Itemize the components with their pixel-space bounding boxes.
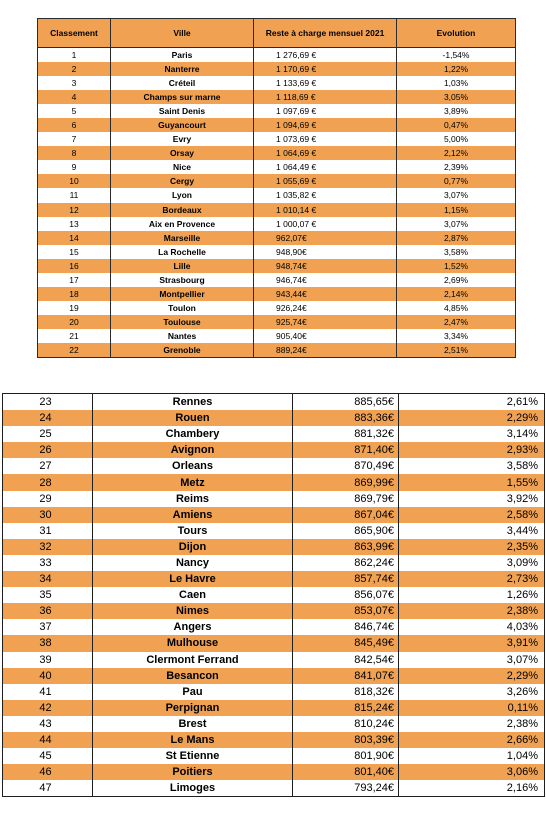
rank-cell: 46 [3,764,93,780]
cost-cell: 856,07€ [293,587,399,603]
rank-cell: 1 [38,48,111,63]
evolution-cell: 1,55% [399,474,545,490]
evolution-cell: 2,39% [397,160,516,174]
table-row [3,668,545,684]
table-row [3,539,545,555]
city-cell: Cergy [111,174,254,188]
table-row [38,203,516,217]
cost-cell: 818,32€ [293,684,399,700]
evolution-cell: 1,03% [397,76,516,90]
city-cell: Créteil [111,76,254,90]
cost-cell: 883,36€ [293,410,399,426]
header-city: Ville [111,19,254,48]
table-row [38,315,516,329]
evolution-cell: 0,77% [397,174,516,188]
rank-cell: 22 [38,343,111,358]
city-cell: Dijon [93,539,293,555]
rank-cell: 29 [3,491,93,507]
cost-cell: 885,65€ [293,394,399,411]
city-cell: Caen [93,587,293,603]
evolution-cell: 0,47% [397,118,516,132]
evolution-cell: 2,14% [397,287,516,301]
rank-cell: 25 [3,426,93,442]
evolution-cell: 1,04% [399,748,545,764]
rank-cell: 23 [3,394,93,411]
cost-cell: 853,07€ [293,603,399,619]
evolution-cell: 4,03% [399,619,545,635]
cost-cell: 1 133,69 € [254,76,397,90]
city-cell: Marseille [111,231,254,245]
rank-cell: 30 [3,507,93,523]
cost-cell: 815,24€ [293,700,399,716]
cost-cell: 869,99€ [293,474,399,490]
table-row [3,442,545,458]
evolution-cell: 2,87% [397,231,516,245]
table-row [38,104,516,118]
table-row [38,62,516,76]
rank-cell: 27 [3,458,93,474]
rank-cell: 3 [38,76,111,90]
cost-cell: 889,24€ [254,343,397,358]
ranking-table-bottom [2,393,545,797]
evolution-cell: 3,14% [399,426,545,442]
city-cell: Montpellier [111,287,254,301]
city-cell: Nancy [93,555,293,571]
table-row [38,188,516,202]
table-row [38,287,516,301]
table-row [3,619,545,635]
rank-cell: 37 [3,619,93,635]
table-row [3,652,545,668]
city-cell: Reims [93,491,293,507]
city-cell: Nantes [111,329,254,343]
rank-cell: 13 [38,217,111,231]
evolution-cell: 2,47% [397,315,516,329]
table-row [3,732,545,748]
city-cell: Rouen [93,410,293,426]
rank-cell: 47 [3,780,93,797]
table-row [38,76,516,90]
city-cell: Strasbourg [111,273,254,287]
ranking-table-top [37,18,516,358]
table-row [38,118,516,132]
rank-cell: 39 [3,652,93,668]
rank-cell: 4 [38,90,111,104]
cost-cell: 1 118,69 € [254,90,397,104]
cost-cell: 1 055,69 € [254,174,397,188]
city-cell: Tours [93,523,293,539]
city-cell: Besancon [93,668,293,684]
table-row [3,410,545,426]
evolution-cell: 2,35% [399,539,545,555]
table-row [3,474,545,490]
rank-cell: 10 [38,174,111,188]
ranking-table-bottom-body [3,394,545,797]
city-cell: Brest [93,716,293,732]
city-cell: Avignon [93,442,293,458]
cost-cell: 865,90€ [293,523,399,539]
table-row [38,245,516,259]
city-cell: Champs sur marne [111,90,254,104]
rank-cell: 15 [38,245,111,259]
city-cell: Clermont Ferrand [93,652,293,668]
rank-cell: 26 [3,442,93,458]
rank-cell: 18 [38,287,111,301]
evolution-cell: 2,16% [399,780,545,797]
city-cell: Guyancourt [111,118,254,132]
table-row [3,635,545,651]
rank-cell: 11 [38,188,111,202]
table-row [38,231,516,245]
table-row [3,523,545,539]
table-header-row [38,19,516,48]
city-cell: Orleans [93,458,293,474]
city-cell: Le Havre [93,571,293,587]
city-cell: Pau [93,684,293,700]
cost-cell: 1 010,14 € [254,203,397,217]
city-cell: Grenoble [111,343,254,358]
city-cell: Evry [111,132,254,146]
table-row [3,780,545,797]
rank-cell: 28 [3,474,93,490]
evolution-cell: 3,58% [399,458,545,474]
evolution-cell: 2,38% [399,603,545,619]
evolution-cell: 3,07% [397,217,516,231]
table-row [38,48,516,63]
cost-cell: 869,79€ [293,491,399,507]
table-row [3,394,545,411]
table-row [3,764,545,780]
city-cell: Aix en Provence [111,217,254,231]
rank-cell: 17 [38,273,111,287]
evolution-cell: 2,29% [399,668,545,684]
rank-cell: 20 [38,315,111,329]
cost-cell: 793,24€ [293,780,399,797]
cost-cell: 1 170,69 € [254,62,397,76]
table-row [3,555,545,571]
evolution-cell: 3,06% [399,764,545,780]
table-row [38,217,516,231]
evolution-cell: 2,38% [399,716,545,732]
table-row [38,174,516,188]
evolution-cell: 3,89% [397,104,516,118]
table-row [38,343,516,358]
table-row [3,700,545,716]
evolution-cell: 3,26% [399,684,545,700]
rank-cell: 33 [3,555,93,571]
evolution-cell: 3,05% [397,90,516,104]
cost-cell: 810,24€ [293,716,399,732]
cost-cell: 863,99€ [293,539,399,555]
cost-cell: 846,74€ [293,619,399,635]
table-row [3,426,545,442]
evolution-cell: 2,29% [399,410,545,426]
city-cell: Lille [111,259,254,273]
evolution-cell: 3,09% [399,555,545,571]
rank-cell: 16 [38,259,111,273]
table-row [38,273,516,287]
rank-cell: 40 [3,668,93,684]
evolution-cell: 3,58% [397,245,516,259]
rank-cell: 42 [3,700,93,716]
city-cell: Orsay [111,146,254,160]
evolution-cell: 4,85% [397,301,516,315]
city-cell: Metz [93,474,293,490]
cost-cell: 801,40€ [293,764,399,780]
cost-cell: 867,04€ [293,507,399,523]
table-row [3,571,545,587]
evolution-cell: 1,26% [399,587,545,603]
evolution-cell: 2,69% [397,273,516,287]
table-row [3,491,545,507]
city-cell: Bordeaux [111,203,254,217]
cost-cell: 862,24€ [293,555,399,571]
cost-cell: 905,40€ [254,329,397,343]
table-row [3,458,545,474]
rank-cell: 36 [3,603,93,619]
table-row [38,146,516,160]
evolution-cell: 0,11% [399,700,545,716]
rank-cell: 2 [38,62,111,76]
evolution-cell: 1,52% [397,259,516,273]
city-cell: Mulhouse [93,635,293,651]
city-cell: Nanterre [111,62,254,76]
evolution-cell: -1,54% [397,48,516,63]
table-row [38,301,516,315]
rank-cell: 24 [3,410,93,426]
cost-cell: 871,40€ [293,442,399,458]
table-row [38,132,516,146]
cost-cell: 1 276,69 € [254,48,397,63]
city-cell: Angers [93,619,293,635]
table-row [3,716,545,732]
city-cell: Nimes [93,603,293,619]
rank-cell: 8 [38,146,111,160]
evolution-cell: 2,58% [399,507,545,523]
cost-cell: 857,74€ [293,571,399,587]
city-cell: Lyon [111,188,254,202]
rank-cell: 5 [38,104,111,118]
header-evolution: Evolution [397,19,516,48]
cost-cell: 870,49€ [293,458,399,474]
cost-cell: 841,07€ [293,668,399,684]
cost-cell: 1 035,82 € [254,188,397,202]
cost-cell: 948,90€ [254,245,397,259]
rank-cell: 38 [3,635,93,651]
rank-cell: 7 [38,132,111,146]
rank-cell: 14 [38,231,111,245]
rank-cell: 41 [3,684,93,700]
table-row [3,684,545,700]
rank-cell: 43 [3,716,93,732]
evolution-cell: 2,93% [399,442,545,458]
cost-cell: 801,90€ [293,748,399,764]
cost-cell: 962,07€ [254,231,397,245]
cost-cell: 1 097,69 € [254,104,397,118]
city-cell: Saint Denis [111,104,254,118]
evolution-cell: 2,61% [399,394,545,411]
cost-cell: 1 094,69 € [254,118,397,132]
cost-cell: 926,24€ [254,301,397,315]
evolution-cell: 1,22% [397,62,516,76]
table-row [38,90,516,104]
evolution-cell: 3,34% [397,329,516,343]
table-row [3,507,545,523]
city-cell: Paris [111,48,254,63]
header-rank: Classement [38,19,111,48]
cost-cell: 1 000,07 € [254,217,397,231]
evolution-cell: 2,12% [397,146,516,160]
cost-cell: 842,54€ [293,652,399,668]
rank-cell: 9 [38,160,111,174]
table-row [38,259,516,273]
table-row [38,160,516,174]
city-cell: Toulon [111,301,254,315]
cost-cell: 881,32€ [293,426,399,442]
evolution-cell: 5,00% [397,132,516,146]
city-cell: Limoges [93,780,293,797]
rank-cell: 12 [38,203,111,217]
rank-cell: 31 [3,523,93,539]
cost-cell: 1 064,69 € [254,146,397,160]
cost-cell: 1 073,69 € [254,132,397,146]
rank-cell: 44 [3,732,93,748]
cost-cell: 925,74€ [254,315,397,329]
cost-cell: 845,49€ [293,635,399,651]
ranking-table-top-body [38,48,516,358]
rank-cell: 19 [38,301,111,315]
city-cell: La Rochelle [111,245,254,259]
evolution-cell: 3,44% [399,523,545,539]
rank-cell: 32 [3,539,93,555]
evolution-cell: 1,15% [397,203,516,217]
rank-cell: 34 [3,571,93,587]
cost-cell: 1 064,49 € [254,160,397,174]
city-cell: Chambery [93,426,293,442]
city-cell: Le Mans [93,732,293,748]
city-cell: Rennes [93,394,293,411]
rank-cell: 45 [3,748,93,764]
rank-cell: 35 [3,587,93,603]
table-row [3,587,545,603]
evolution-cell: 3,07% [399,652,545,668]
city-cell: St Etienne [93,748,293,764]
evolution-cell: 2,66% [399,732,545,748]
table-row [38,329,516,343]
cost-cell: 943,44€ [254,287,397,301]
city-cell: Perpignan [93,700,293,716]
cost-cell: 948,74€ [254,259,397,273]
table-row [3,748,545,764]
cost-cell: 803,39€ [293,732,399,748]
rank-cell: 21 [38,329,111,343]
evolution-cell: 2,73% [399,571,545,587]
cost-cell: 946,74€ [254,273,397,287]
evolution-cell: 3,07% [397,188,516,202]
evolution-cell: 2,51% [397,343,516,358]
rank-cell: 6 [38,118,111,132]
evolution-cell: 3,92% [399,491,545,507]
header-cost: Reste à charge mensuel 2021 [254,19,397,48]
table-row [3,603,545,619]
evolution-cell: 3,91% [399,635,545,651]
city-cell: Toulouse [111,315,254,329]
city-cell: Amiens [93,507,293,523]
city-cell: Nice [111,160,254,174]
city-cell: Poitiers [93,764,293,780]
